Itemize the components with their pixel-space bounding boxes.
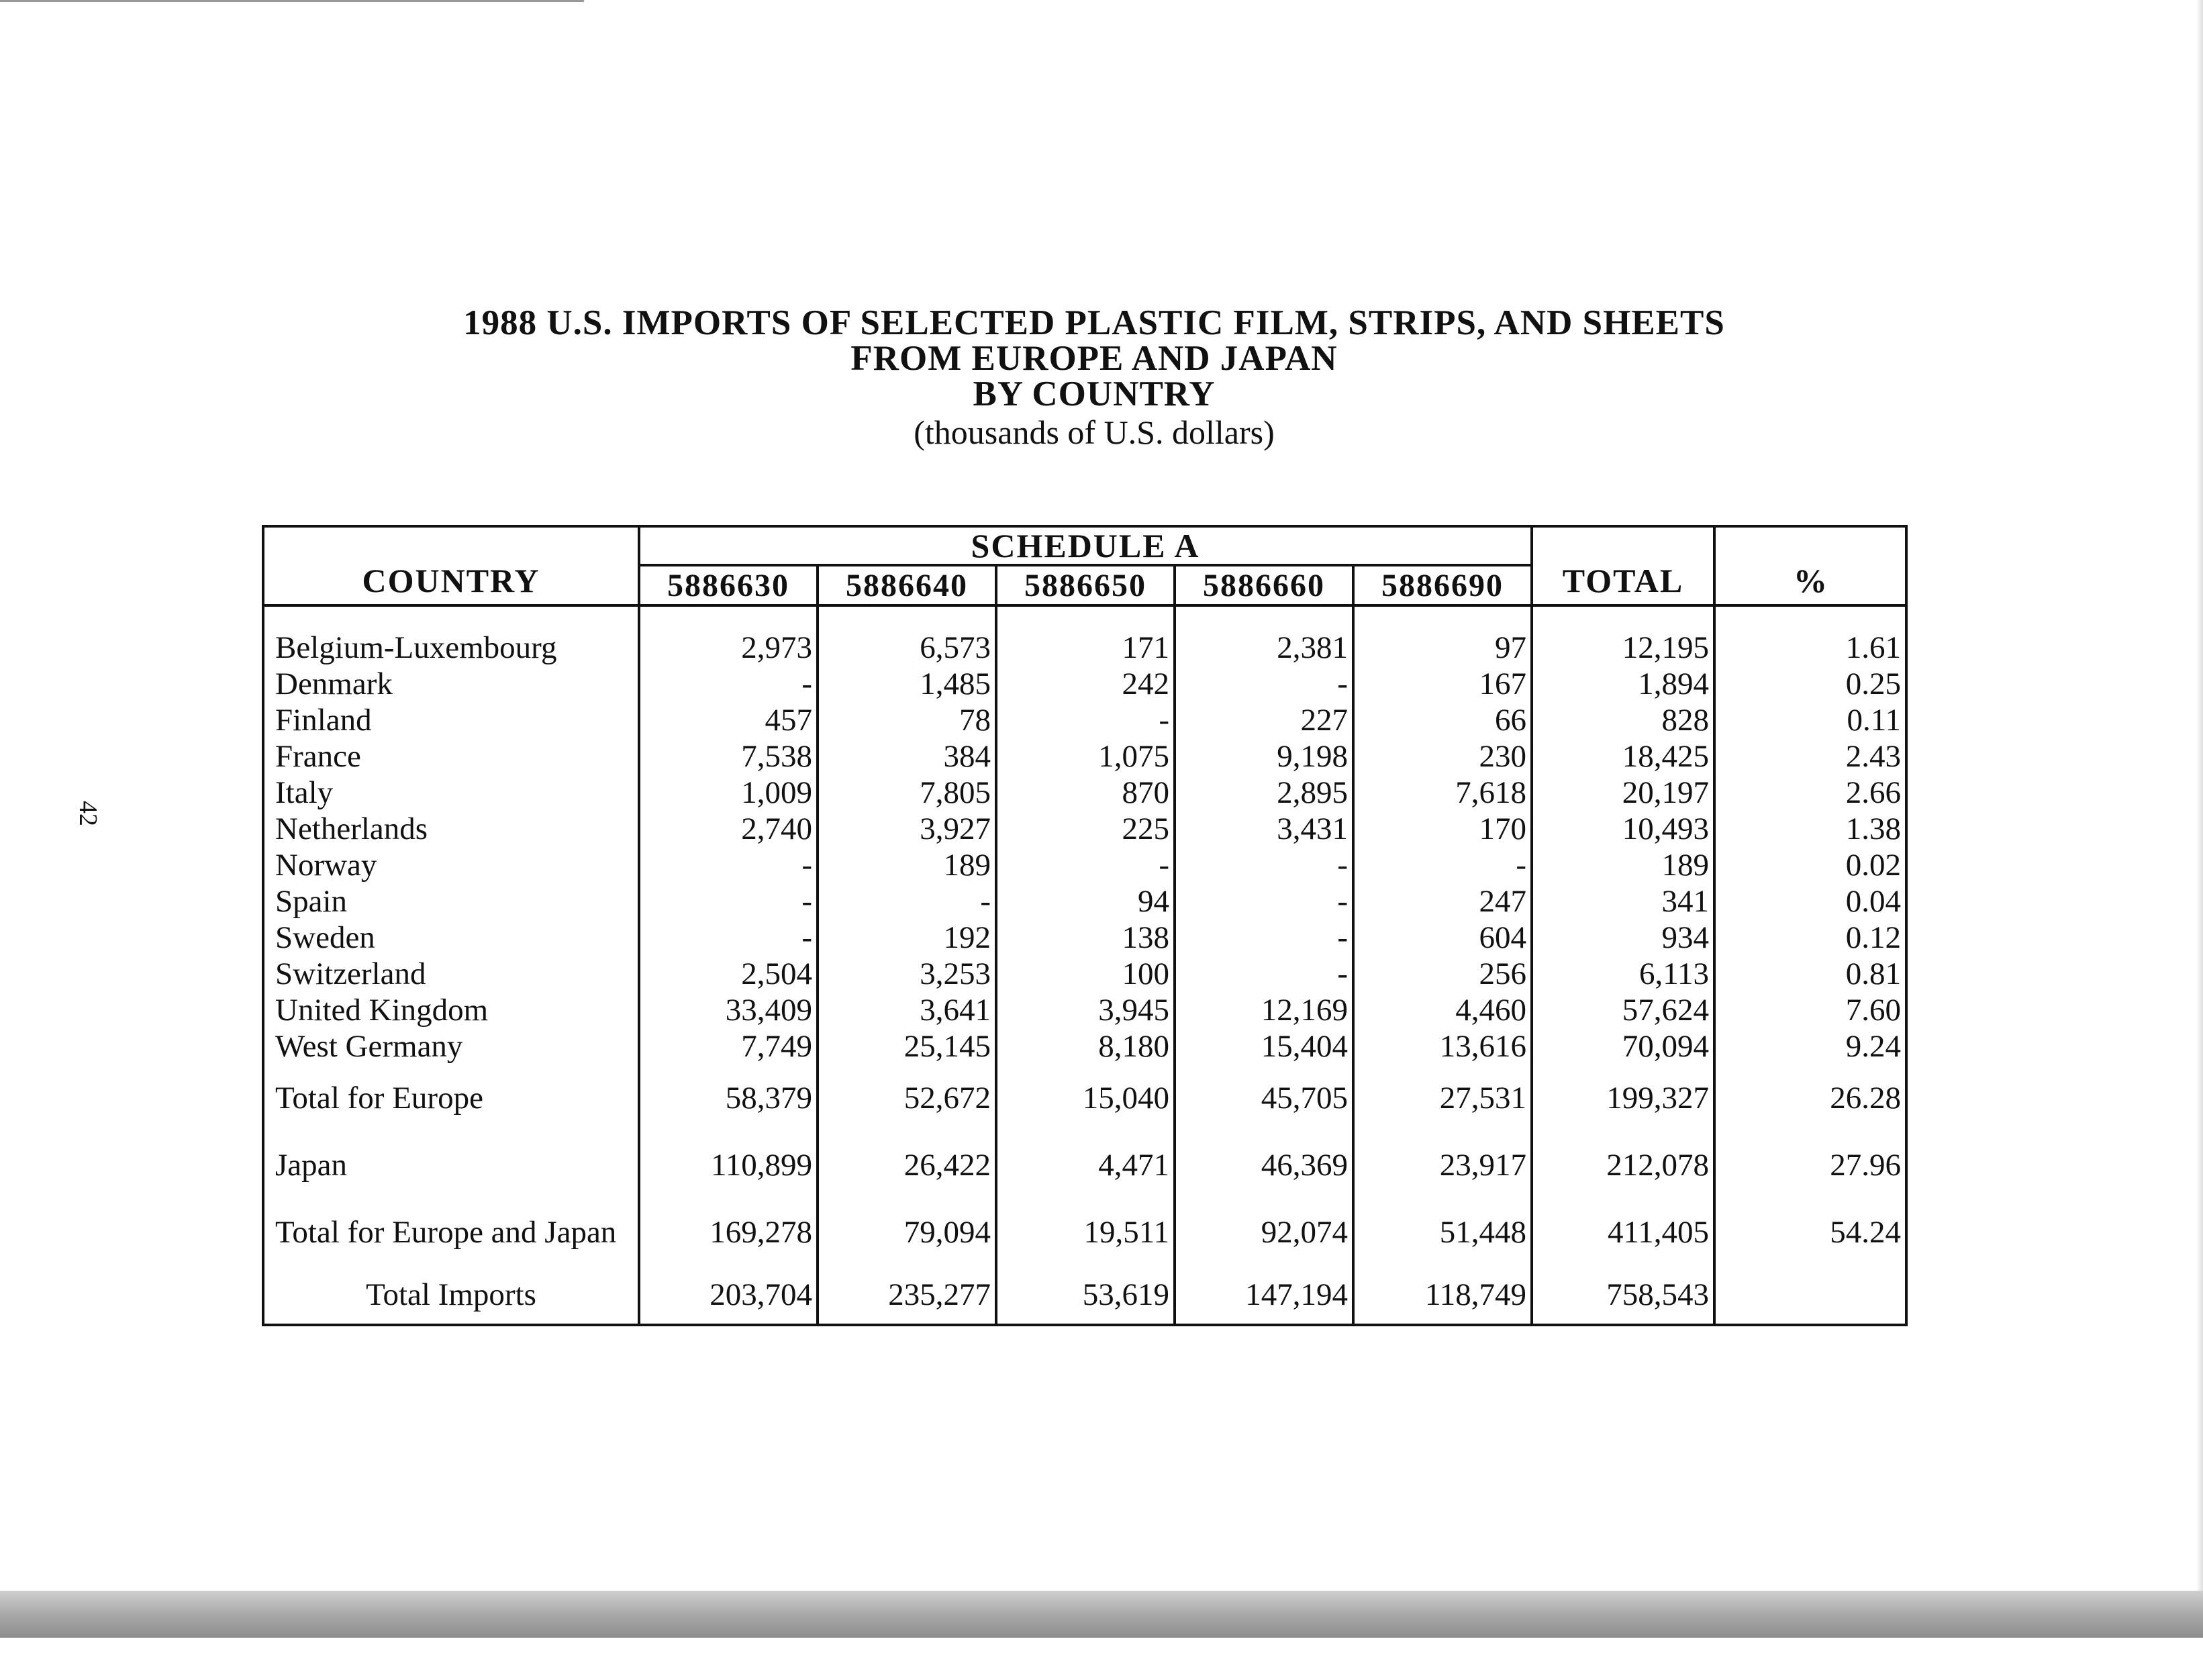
value-cell: 94: [996, 883, 1175, 920]
value-cell: 171: [996, 630, 1175, 666]
total-cell: 10,493: [1532, 811, 1714, 847]
table-row: [263, 1028, 1906, 1065]
value-cell: 12,169: [1175, 992, 1353, 1028]
country-cell: Total Imports: [263, 1266, 639, 1325]
value-cell: 2,381: [1175, 630, 1353, 666]
value-cell: 3,641: [818, 992, 996, 1028]
value-cell: 457: [639, 702, 818, 738]
code-header: 5886640: [818, 565, 996, 605]
code-header: 5886660: [1175, 565, 1353, 605]
country-cell: Belgium-Luxembourg: [263, 630, 639, 666]
table-row: [263, 666, 1906, 702]
country-cell: Italy: [263, 775, 639, 811]
country-cell: Total for Europe and Japan: [263, 1199, 639, 1266]
country-header: COUNTRY: [263, 526, 639, 605]
value-cell: 604: [1353, 920, 1532, 956]
total-cell: 12,195: [1532, 630, 1714, 666]
value-cell: 26,422: [818, 1132, 996, 1199]
value-cell: 8,180: [996, 1028, 1175, 1065]
value-cell: -: [996, 702, 1175, 738]
title-line-1: 1988 U.S. IMPORTS OF SELECTED PLASTIC FILM, STRIPS, AND SHEETS: [463, 303, 1725, 342]
value-cell: 118,749: [1353, 1266, 1532, 1325]
table-row: [263, 883, 1906, 920]
country-cell: Total for Europe: [263, 1065, 639, 1132]
percent-cell: 9.24: [1845, 1029, 1902, 1064]
value-cell: 4,471: [996, 1132, 1175, 1199]
value-cell: 247: [1353, 883, 1532, 920]
country-cell: Finland: [263, 702, 639, 738]
percent-cell: 2.66: [1845, 775, 1902, 810]
table-body: [263, 605, 1906, 1325]
value-cell: 46,369: [1175, 1132, 1353, 1199]
value-cell: -: [639, 920, 818, 956]
top-rule: [0, 0, 584, 2]
value-cell: 2,740: [639, 811, 818, 847]
value-cell: 6,573: [818, 630, 996, 666]
value-cell: -: [818, 883, 996, 920]
value-cell: 225: [996, 811, 1175, 847]
value-cell: -: [1175, 956, 1353, 992]
code-header: 5886690: [1353, 565, 1532, 605]
value-cell: -: [1175, 847, 1353, 883]
value-cell: 53,619: [996, 1266, 1175, 1325]
table-row: [263, 775, 1906, 811]
percent-cell: [1714, 1266, 1906, 1325]
value-cell: 147,194: [1175, 1266, 1353, 1325]
total-cell: 212,078: [1532, 1132, 1714, 1199]
value-cell: -: [1175, 920, 1353, 956]
value-cell: 2,973: [639, 630, 818, 666]
table-row: [263, 811, 1906, 847]
value-cell: 51,448: [1353, 1199, 1532, 1266]
value-cell: 97: [1353, 630, 1532, 666]
value-cell: 870: [996, 775, 1175, 811]
value-cell: 235,277: [818, 1266, 996, 1325]
percent-cell: 0.11: [1847, 703, 1902, 738]
imports-table: [262, 525, 1908, 1326]
title-line-3: BY COUNTRY: [973, 375, 1216, 413]
value-cell: 7,538: [639, 738, 818, 775]
value-cell: 79,094: [818, 1199, 996, 1266]
table-row: [263, 847, 1906, 883]
value-cell: -: [1175, 666, 1353, 702]
total-cell: 20,197: [1532, 775, 1714, 811]
value-cell: -: [639, 666, 818, 702]
value-cell: 3,945: [996, 992, 1175, 1028]
percent-cell: 0.02: [1845, 848, 1902, 883]
page-edge-shadow: [2196, 0, 2203, 1638]
percent-cell: 27.96: [1830, 1148, 1902, 1183]
total-cell: 189: [1532, 847, 1714, 883]
value-cell: 23,917: [1353, 1132, 1532, 1199]
value-cell: -: [639, 847, 818, 883]
title-block: [463, 305, 1725, 452]
value-cell: 7,805: [818, 775, 996, 811]
country-cell: United Kingdom: [263, 992, 639, 1028]
value-cell: 1,009: [639, 775, 818, 811]
percent-cell: 26.28: [1830, 1081, 1902, 1116]
page-number: 42: [74, 801, 102, 826]
country-cell: Japan: [263, 1132, 639, 1199]
scanner-edge-bar: [0, 1591, 2203, 1638]
percent-header: %: [1714, 526, 1906, 605]
total-cell: 341: [1532, 883, 1714, 920]
total-row: [263, 1065, 1906, 1132]
country-cell: West Germany: [263, 1028, 639, 1065]
table-row: [263, 702, 1906, 738]
value-cell: -: [996, 847, 1175, 883]
percent-cell: 0.81: [1845, 956, 1902, 991]
value-cell: 78: [818, 702, 996, 738]
total-cell: 6,113: [1532, 956, 1714, 992]
value-cell: 192: [818, 920, 996, 956]
value-cell: 27,531: [1353, 1065, 1532, 1132]
value-cell: 33,409: [639, 992, 818, 1028]
total-cell: 70,094: [1532, 1028, 1714, 1065]
value-cell: 189: [818, 847, 996, 883]
value-cell: 3,927: [818, 811, 996, 847]
table-row: [263, 630, 1906, 666]
country-cell: Switzerland: [263, 956, 639, 992]
percent-cell: 0.04: [1845, 884, 1902, 919]
value-cell: 100: [996, 956, 1175, 992]
value-cell: 384: [818, 738, 996, 775]
percent-cell: 2.43: [1845, 739, 1902, 774]
title-line-2: FROM EUROPE AND JAPAN: [850, 339, 1338, 378]
percent-cell: 7.60: [1845, 993, 1902, 1028]
total-cell: 1,894: [1532, 666, 1714, 702]
value-cell: -: [1353, 847, 1532, 883]
value-cell: 58,379: [639, 1065, 818, 1132]
value-cell: 3,431: [1175, 811, 1353, 847]
value-cell: 170: [1353, 811, 1532, 847]
country-cell: France: [263, 738, 639, 775]
value-cell: 169,278: [639, 1199, 818, 1266]
value-cell: 242: [996, 666, 1175, 702]
table-row: [263, 920, 1906, 956]
value-cell: 227: [1175, 702, 1353, 738]
percent-cell: 54.24: [1830, 1215, 1902, 1250]
value-cell: 203,704: [639, 1266, 818, 1325]
country-cell: Netherlands: [263, 811, 639, 847]
value-cell: 15,404: [1175, 1028, 1353, 1065]
value-cell: 230: [1353, 738, 1532, 775]
value-cell: -: [639, 883, 818, 920]
total-imports-row: [263, 1266, 1906, 1325]
value-cell: 13,616: [1353, 1028, 1532, 1065]
percent-cell: 1.61: [1845, 630, 1902, 665]
total-cell: 57,624: [1532, 992, 1714, 1028]
value-cell: 2,504: [639, 956, 818, 992]
country-cell: Norway: [263, 847, 639, 883]
value-cell: 7,749: [639, 1028, 818, 1065]
value-cell: 52,672: [818, 1065, 996, 1132]
country-cell: Spain: [263, 883, 639, 920]
spacer-row: [263, 605, 1906, 630]
total-cell: 758,543: [1532, 1266, 1714, 1325]
total-cell: 18,425: [1532, 738, 1714, 775]
total-cell: 199,327: [1532, 1065, 1714, 1132]
schedule-header: SCHEDULE A: [639, 526, 1532, 565]
value-cell: 9,198: [1175, 738, 1353, 775]
value-cell: 138: [996, 920, 1175, 956]
total-cell: 411,405: [1532, 1199, 1714, 1266]
value-cell: 3,253: [818, 956, 996, 992]
value-cell: 256: [1353, 956, 1532, 992]
value-cell: 1,485: [818, 666, 996, 702]
value-cell: 45,705: [1175, 1065, 1353, 1132]
value-cell: 110,899: [639, 1132, 818, 1199]
total-header: TOTAL: [1532, 526, 1714, 605]
value-cell: 167: [1353, 666, 1532, 702]
percent-cell: 0.12: [1845, 920, 1902, 955]
value-cell: 1,075: [996, 738, 1175, 775]
total-cell: 934: [1532, 920, 1714, 956]
country-cell: Sweden: [263, 920, 639, 956]
table-row: [263, 992, 1906, 1028]
country-cell: Denmark: [263, 666, 639, 702]
value-cell: 4,460: [1353, 992, 1532, 1028]
table-row: [263, 738, 1906, 775]
value-cell: 25,145: [818, 1028, 996, 1065]
value-cell: 2,895: [1175, 775, 1353, 811]
units-note: (thousands of U.S. dollars): [914, 413, 1275, 451]
value-cell: -: [1175, 883, 1353, 920]
value-cell: 7,618: [1353, 775, 1532, 811]
table-row: [263, 956, 1906, 992]
percent-cell: 0.25: [1845, 666, 1902, 701]
percent-cell: 1.38: [1845, 811, 1902, 846]
total-cell: 828: [1532, 702, 1714, 738]
value-cell: 92,074: [1175, 1199, 1353, 1266]
total-row: [263, 1132, 1906, 1199]
value-cell: 15,040: [996, 1065, 1175, 1132]
code-header: 5886650: [996, 565, 1175, 605]
total-row: [263, 1199, 1906, 1266]
value-cell: 66: [1353, 702, 1532, 738]
value-cell: 19,511: [996, 1199, 1175, 1266]
code-header: 5886630: [639, 565, 818, 605]
